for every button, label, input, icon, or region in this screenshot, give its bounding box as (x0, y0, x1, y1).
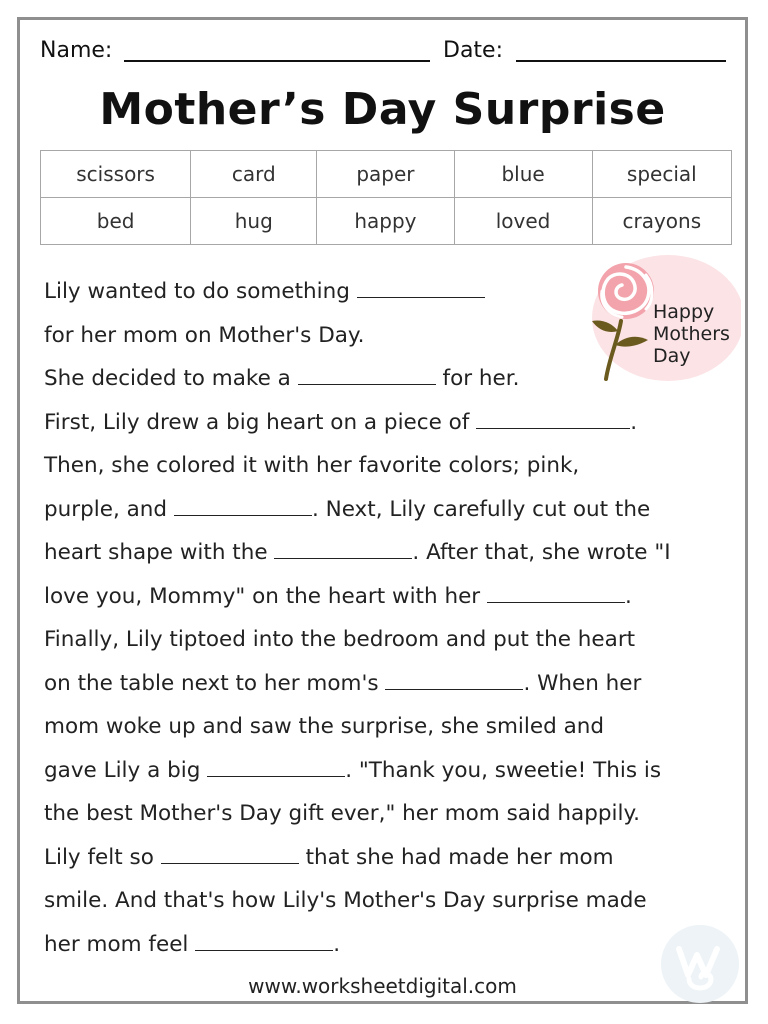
story-line (44, 575, 734, 619)
story-text: . After that, she wrote "I (412, 540, 671, 565)
story-text: . (624, 583, 632, 609)
story-text: . Next, Lily carefully cut out the (311, 496, 651, 522)
answer-blank[interactable] (207, 758, 345, 777)
name-label: Name: (40, 38, 113, 63)
story-line (44, 444, 734, 488)
story-text: the best Mother's Day gift ever," her mom said happily. (44, 801, 640, 826)
story-line (44, 662, 734, 706)
word-cell: special (592, 151, 731, 198)
story-line (44, 923, 734, 967)
story-line (44, 270, 734, 314)
story-text: . "Thank you, sweetie! This is (345, 757, 662, 783)
page-title: Mother’s Day Surprise (99, 84, 666, 135)
word-cell: hug (191, 198, 317, 245)
word-cell: scissors (41, 151, 191, 198)
table-row (41, 198, 732, 245)
story-text: on the table next to her mom's (44, 670, 379, 696)
answer-blank[interactable] (274, 540, 412, 559)
story-text: . When her (523, 670, 642, 696)
name-field[interactable] (40, 38, 112, 63)
rose-text-line: Day (653, 345, 691, 367)
story-text: She decided to make a (44, 366, 291, 391)
story-text: Finally, Lily tiptoed into the bedroom and put the heart (44, 627, 636, 652)
answer-blank[interactable] (357, 279, 485, 298)
rose-text-line: Mothers (653, 323, 730, 345)
word-cell: crayons (592, 198, 731, 245)
word-cell: happy (317, 198, 454, 245)
story-text: . (333, 931, 341, 957)
date-label: Date: (443, 38, 503, 63)
wd-logo-icon (659, 923, 741, 1005)
answer-blank[interactable] (161, 845, 299, 864)
story-text: First, Lily drew a big heart on a piece of (44, 409, 470, 435)
story-line (44, 749, 734, 793)
story-text: that she had made her mom (305, 844, 614, 870)
answer-blank[interactable] (385, 671, 523, 690)
word-cell: paper (317, 151, 454, 198)
answer-blank[interactable] (487, 584, 625, 603)
story-line (44, 836, 734, 880)
story-text: Lily wanted to do something (44, 279, 350, 304)
story-line (44, 314, 734, 358)
story-text: heart shape with the (44, 540, 268, 565)
name-line (124, 60, 430, 62)
story-line (44, 705, 734, 749)
date-line (516, 60, 726, 62)
story-line (44, 357, 734, 401)
rose-text-line: Happy (653, 301, 715, 323)
story-line (44, 488, 734, 532)
story-text: gave Lily a big (44, 757, 201, 783)
story-text: her mom feel (44, 931, 189, 957)
story-text: Lily felt so (44, 844, 154, 870)
answer-blank[interactable] (195, 932, 333, 951)
story-line (44, 618, 734, 662)
story-text: for her. (442, 366, 520, 391)
word-cell: blue (454, 151, 592, 198)
story-text: smile. And that's how Lily's Mother's Day surprise made (44, 888, 647, 913)
answer-blank[interactable] (476, 410, 630, 429)
story-line (44, 879, 734, 923)
story-text: mom woke up and saw the surprise, she smiled and (44, 714, 605, 739)
story-text: . (630, 409, 638, 435)
story-text: love you, Mommy" on the heart with her (44, 583, 481, 609)
word-bank-table (40, 150, 732, 245)
footer-url[interactable]: www.worksheetdigital.com (248, 974, 517, 998)
answer-blank[interactable] (298, 366, 436, 385)
story-text: Then, she colored it with her favorite colors; pink, (44, 453, 580, 478)
story-text: purple, and (44, 496, 168, 522)
word-cell: loved (454, 198, 592, 245)
answer-blank[interactable] (174, 497, 312, 516)
table-row (41, 151, 732, 198)
header-row (40, 38, 730, 68)
story-line (44, 401, 734, 445)
story-text: for her mom on Mother's Day. (44, 322, 365, 348)
story-line (44, 531, 734, 575)
word-cell: bed (41, 198, 191, 245)
word-cell: card (191, 151, 317, 198)
story-passage (44, 270, 734, 966)
story-line (44, 792, 734, 836)
worksheet-page (17, 17, 748, 1004)
date-field[interactable] (443, 38, 503, 63)
